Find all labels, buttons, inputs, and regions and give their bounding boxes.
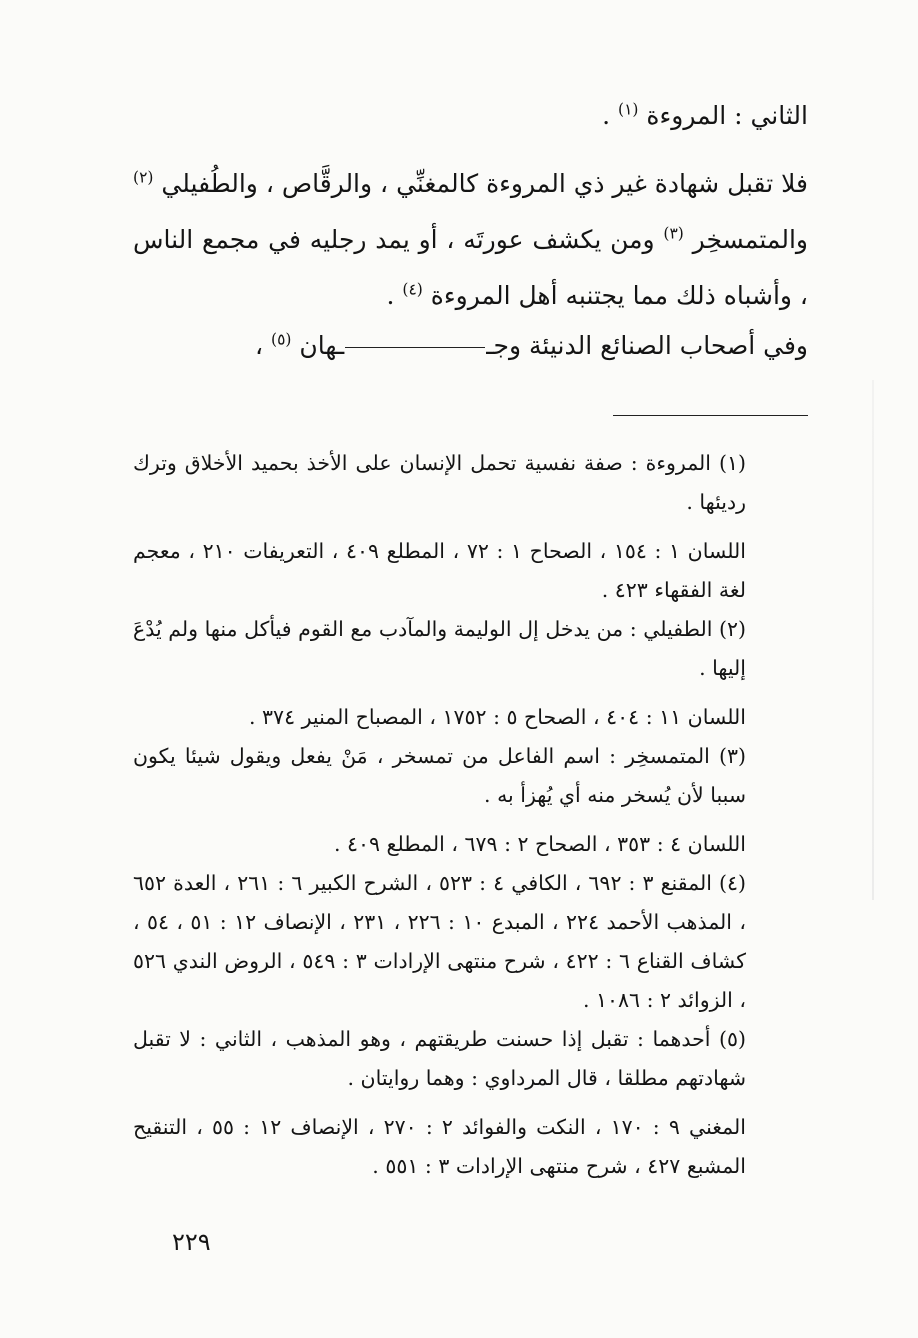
footnote-2-sources: اللسان ١١ : ٤٠٤ ، الصحاح ٥ : ١٧٥٢ ، المصباح المنير ٣٧٤ .: [249, 705, 746, 729]
footnote-5-sources: المغني ٩ : ١٧٠ ، النكت والفوائد ٢ : ٢٧٠ ، الإنصاف ١٢ : ٥٥ ، التنقيح المشبع ٤٢٧ ، شرح منتهى الإرادات ٣ : ٥٥١ .: [133, 1115, 746, 1178]
heading-end: .: [602, 101, 619, 130]
paragraph1-part1: فلا تقبل شهادة غير ذي المروءة كالمغنِّي ، والرقَّاص ، والطُفيلي: [153, 169, 808, 198]
heading-text: الثاني : المروءة: [646, 101, 808, 130]
paragraph2-part1: وفي أصحاب الصنائع الدنيئة وجـ: [486, 331, 808, 360]
footnote-ref-5[interactable]: (٥): [271, 330, 292, 349]
main-paragraph-1: [133, 156, 808, 324]
page-number: ٢٢٩: [172, 1228, 211, 1256]
footnote-separator: [613, 415, 808, 416]
footnote-ref-3[interactable]: (٣): [663, 224, 684, 243]
footnote-4-text: (٤) المقنع ٣ : ٦٩٢ ، الكافي ٤ : ٥٢٣ ، الشرح الكبير ٦ : ٢٦١ ، العدة ٦٥٢ ، المذهب الأحمد ٢٢٤ ، المبدع ١٠ : ٢٢٦ ، ٢٣١ ، الإنصاف ١٢ : ٥١ ، ٥٤ ، كشاف القناع ٦ : ٤٢٢ ، شرح منتهى الإرادات ٣ : ٥٤٩ ، الروض الندي ٥٢٦ ، الزوائد ٢ : ١٠٨٦ .: [133, 871, 746, 1012]
section-heading: [133, 88, 808, 144]
paragraph1-part2: والمتمسخِر: [683, 225, 808, 254]
footnote-3-text: (٣) المتمسخِر : اسم الفاعل من تمسخر ، مَنْ يفعل ويقول شيئا يكون سببا لأن يُسخر منه أي يُهزأ به .: [133, 744, 746, 807]
paragraph1-part4: .: [386, 281, 403, 310]
paragraph2-part2: ـهان: [291, 331, 345, 360]
footnote-ref-2[interactable]: (٢): [133, 168, 154, 187]
scan-shadow: [872, 380, 874, 900]
kashida-stretch: [345, 347, 485, 348]
main-paragraph-2: [133, 318, 808, 374]
paragraph2-part3: ،: [254, 331, 271, 360]
footnotes: [133, 444, 808, 1186]
paragraph1-part3: ومن يكشف عورتَه ، أو يمد رجليه في مجمع الناس ، وأشباه ذلك مما يجتنبه أهل المروءة: [133, 225, 808, 310]
footnote-2-text: (٢) الطفيلي : من يدخل إل الوليمة والمآدب مع القوم فيأكل منها ولم يُدْعَ إليها .: [133, 617, 746, 680]
footnote-1-text: (١) المروءة : صفة نفسية تحمل الإنسان على الأخذ بحميد الأخلاق وترك رديئها .: [133, 451, 746, 514]
footnote-1-sources: اللسان ١ : ١٥٤ ، الصحاح ١ : ٧٢ ، المطلع ٤٠٩ ، التعريفات ٢١٠ ، معجم لغة الفقهاء ٤٢٣ .: [133, 539, 746, 602]
footnote-ref-4[interactable]: (٤): [402, 280, 423, 299]
footnote-ref-1[interactable]: (١): [618, 100, 639, 119]
footnote-5-text: (٥) أحدهما : تقبل إذا حسنت طريقتهم ، وهو المذهب ، الثاني : لا تقبل شهادتهم مطلقا ، قال المرداوي : وهما روايتان .: [133, 1027, 746, 1090]
footnote-3-sources: اللسان ٤ : ٣٥٣ ، الصحاح ٢ : ٦٧٩ ، المطلع ٤٠٩ .: [333, 832, 746, 856]
